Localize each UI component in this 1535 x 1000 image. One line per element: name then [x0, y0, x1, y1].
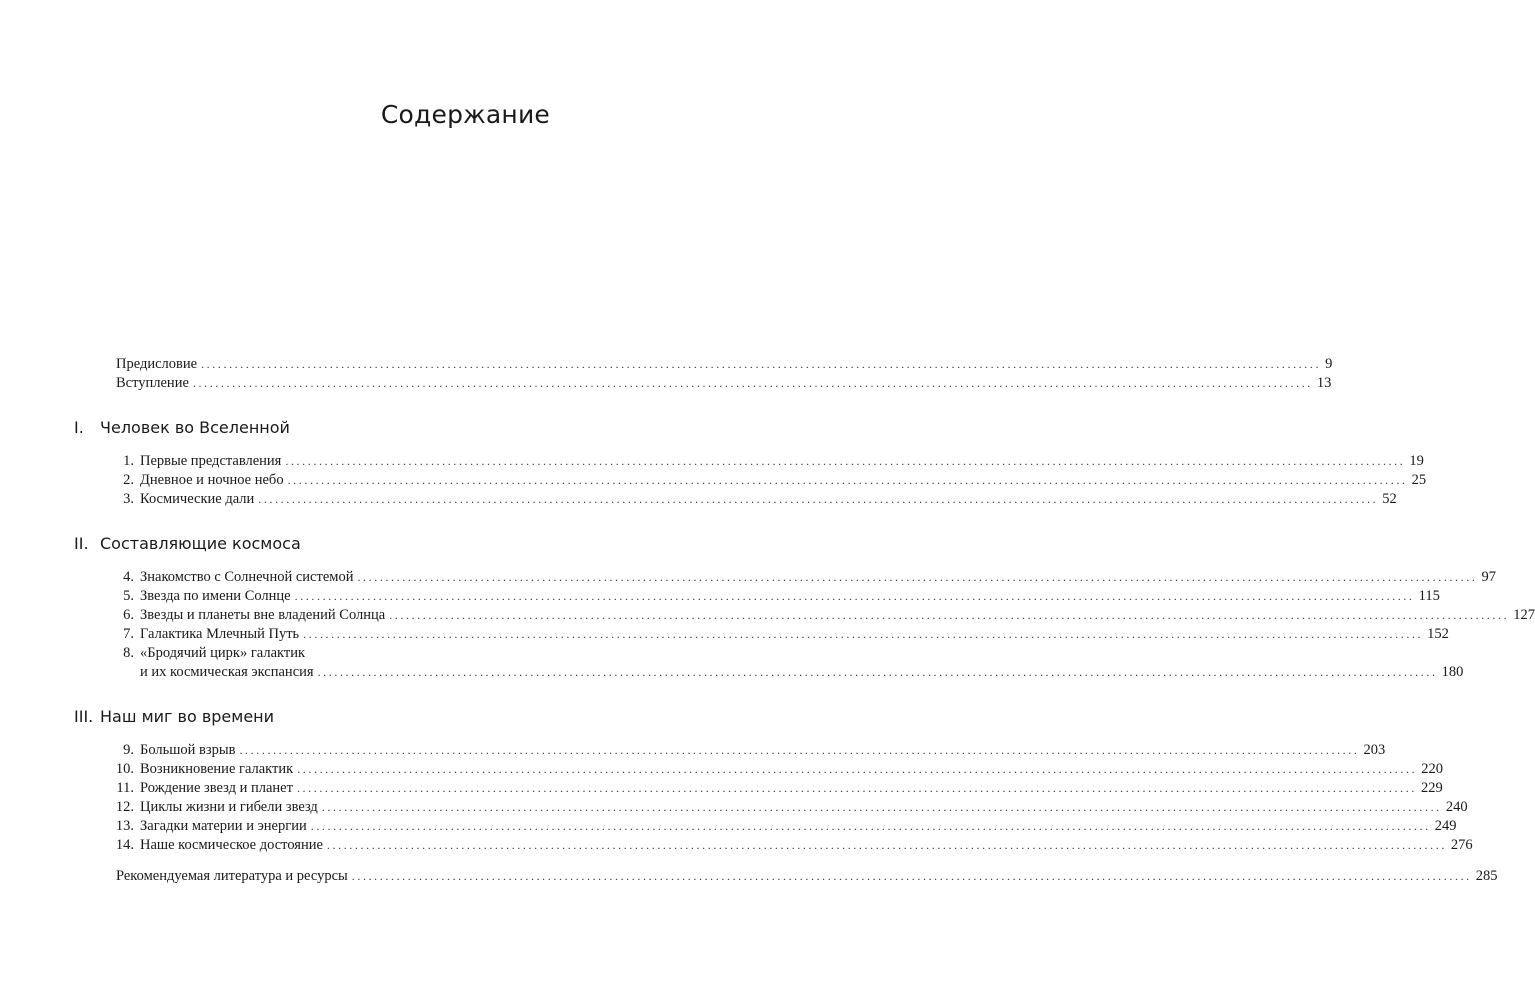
part-numeral: II. [74, 534, 89, 553]
entry-page: 25 [1411, 472, 1427, 488]
part-heading-2[interactable] [74, 531, 552, 557]
toc-entry-chapter-11[interactable] [74, 779, 1443, 798]
entry-title: Рождение звезд и планет [140, 779, 297, 798]
toc-entry-chapter-9[interactable] [74, 741, 1386, 760]
chapter-number: 12. [115, 799, 134, 815]
toc-entry-chapter-6[interactable] [74, 606, 1535, 625]
chapter-number: 11. [116, 780, 134, 796]
part-title: Человек во Вселенной [100, 418, 290, 437]
entry-title: Рекомендуемая литература и ресурсы [116, 867, 352, 886]
toc-entry-chapter-3[interactable] [74, 490, 1397, 509]
chapter-number: 9. [123, 742, 134, 758]
entry-title: Загадки материи и энергии [140, 817, 311, 836]
chapter-number: 14. [115, 837, 134, 853]
entry-page: 52 [1382, 491, 1397, 507]
chapter-number: 8. [123, 645, 134, 661]
entry-page: 229 [1420, 780, 1443, 796]
toc-entry-chapter-2[interactable] [74, 471, 1427, 490]
dot-leader: ........................................................................................................................................................................................................ [294, 589, 1415, 603]
entry-page: 152 [1427, 626, 1449, 642]
entry-page: 115 [1418, 588, 1440, 604]
toc-entry-resources[interactable] [74, 867, 1498, 886]
entry-title: Большой взрыв [140, 741, 239, 760]
toc-entry-chapter-4[interactable] [74, 568, 1496, 587]
toc-entry-intro[interactable] [74, 374, 1332, 393]
entry-title: Галактика Млечный Путь [140, 625, 303, 644]
entry-title: Предисловие [116, 355, 201, 374]
chapter-number: 13. [115, 818, 134, 834]
dot-leader: ........................................................................................................................................................................................................ [326, 838, 1447, 852]
dot-leader: ........................................................................................................................................................................................................ [297, 762, 1418, 776]
toc-entry-chapter-8-line-2[interactable] [74, 663, 1464, 682]
dot-leader: ........................................................................................................................................................................................................ [239, 743, 1360, 757]
chapter-number: 7. [123, 626, 134, 642]
toc-entry-chapter-12[interactable] [74, 798, 1468, 817]
dot-leader: ........................................................................................................................................................................................................ [192, 376, 1313, 390]
entry-title: Звезды и планеты вне владений Солнца [140, 606, 389, 625]
part-numeral: III. [74, 707, 94, 726]
entry-title: Дневное и ночное небо [140, 471, 288, 490]
entry-page: 13 [1316, 375, 1332, 391]
dot-leader: ........................................................................................................................................................................................................ [296, 781, 1417, 795]
dot-leader: ........................................................................................................................................................................................................ [351, 869, 1472, 883]
entry-title: Наше космическое достояние [140, 836, 327, 855]
part-title: Наш миг во времени [100, 707, 275, 726]
table-of-contents [74, 355, 1535, 886]
toc-entry-preface[interactable] [74, 355, 1333, 374]
entry-title: Первые представления [140, 452, 285, 471]
toc-entry-chapter-14[interactable] [74, 836, 1473, 855]
dot-leader: ........................................................................................................................................................................................................ [321, 800, 1442, 814]
toc-entry-chapter-8-line-1[interactable] [74, 644, 552, 663]
entry-page: 249 [1434, 818, 1457, 834]
entry-page: 276 [1450, 837, 1473, 853]
entry-title: Циклы жизни и гибели звезд [140, 798, 322, 817]
toc-entry-chapter-1[interactable] [74, 452, 1424, 471]
part-heading-1[interactable] [74, 415, 552, 441]
dot-leader: ........................................................................................................................................................................................................ [201, 357, 1322, 371]
chapter-number: 1. [123, 453, 134, 469]
entry-title: Возникновение галактик [140, 760, 297, 779]
dot-leader: ........................................................................................................................................................................................................ [357, 570, 1478, 584]
dot-leader: ........................................................................................................................................................................................................ [287, 473, 1408, 487]
chapter-number: 2. [123, 472, 134, 488]
entry-page: 220 [1421, 761, 1443, 777]
entry-page: 9 [1325, 356, 1333, 372]
chapter-number: 5. [123, 588, 134, 604]
part-heading-3[interactable] [74, 704, 552, 730]
chapter-number: 4. [123, 569, 134, 585]
chapter-number: 6. [123, 607, 134, 623]
entry-title: Звезда по имени Солнце [140, 587, 295, 606]
entry-page: 285 [1475, 868, 1498, 884]
entry-page: 180 [1441, 664, 1464, 680]
dot-leader: ........................................................................................................................................................................................................ [285, 454, 1406, 468]
entry-title: «Бродячий цирк» галактик [140, 645, 306, 661]
entry-title: Вступление [116, 374, 193, 393]
dot-leader: ........................................................................................................................................................................................................ [317, 665, 1438, 679]
toc-entry-chapter-13[interactable] [74, 817, 1457, 836]
chapter-number: 3. [123, 491, 134, 507]
entry-page: 97 [1481, 569, 1496, 585]
entry-title: Космические дали [140, 490, 258, 509]
entry-page: 203 [1363, 742, 1386, 758]
entry-title-continuation: и их космическая экспансия [140, 663, 318, 682]
toc-entry-chapter-7[interactable] [74, 625, 1449, 644]
part-title: Составляющие космоса [100, 534, 301, 553]
dot-leader: ........................................................................................................................................................................................................ [310, 819, 1431, 833]
dot-leader: ........................................................................................................................................................................................................ [389, 608, 1510, 622]
entry-page: 240 [1445, 799, 1468, 815]
entry-title: Знакомство с Солнечной системой [140, 568, 357, 587]
dot-leader: ........................................................................................................................................................................................................ [258, 492, 1379, 506]
chapter-number: 10. [115, 761, 134, 777]
part-numeral: I. [74, 418, 84, 437]
dot-leader: ........................................................................................................................................................................................................ [303, 627, 1424, 641]
page-title: Содержание [380, 100, 550, 129]
entry-page: 127 [1513, 607, 1535, 623]
entry-page: 19 [1409, 453, 1424, 469]
toc-entry-chapter-5[interactable] [74, 587, 1440, 606]
toc-entry-chapter-10[interactable] [74, 760, 1443, 779]
